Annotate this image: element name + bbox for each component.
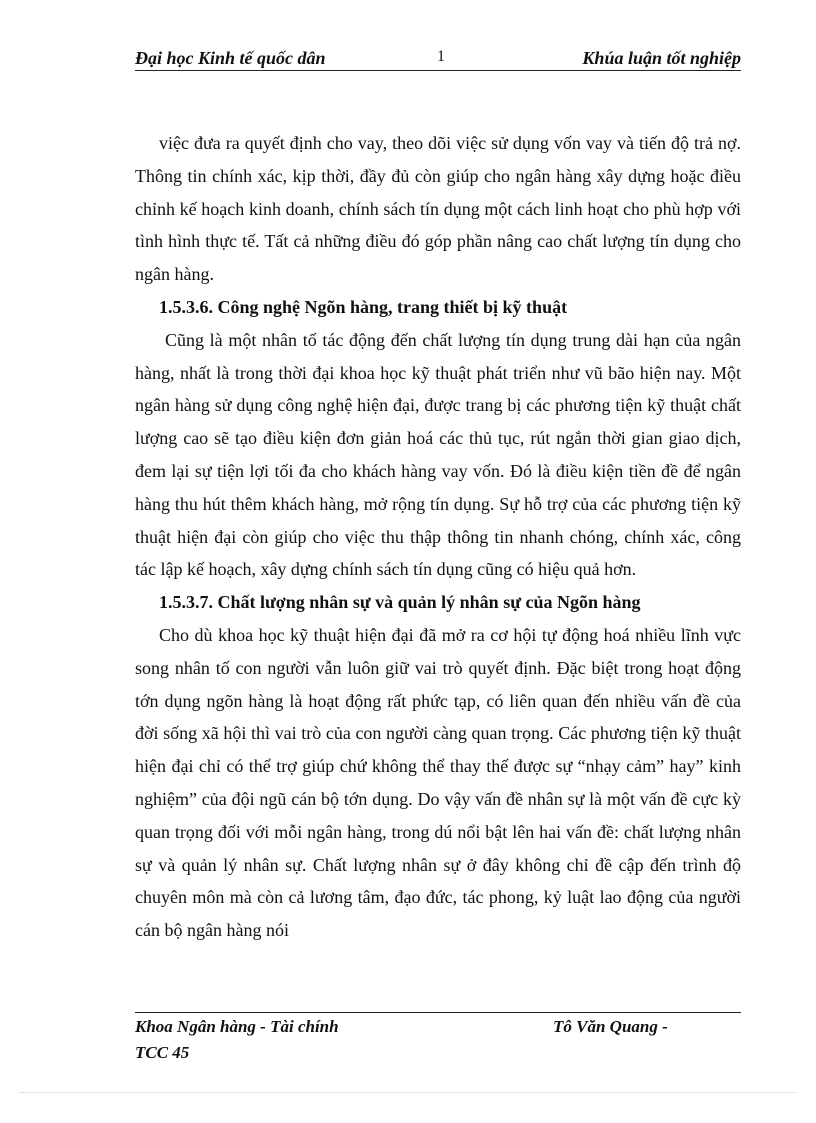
section-heading-personnel: 1.5.3.7. Chất lượng nhân sự và quản lý nhân sự của Ngõn hàng (159, 592, 641, 613)
footer-author: Tô Văn Quang - (553, 1017, 668, 1036)
paragraph-technology: Cũng là một nhân tố tác động đến chất lượng tín dụng trung dài hạn của ngân hàng, nhất là trong thời đại khoa học kỹ thuật phát triển như vũ bão hiện nay. Một ngân hàng sử dụng công nghệ hiện đại, được trang bị các phương tiện kỹ thuật chất lượng cao sẽ tạo điều kiện đơn giản hoá các thủ tục, rút ngắn thời gian giao dịch, đem lại sự tiện lợi tối đa cho khách hàng vay vốn. Đó là điều kiện tiền đề để ngân hàng thu hút thêm khách hàng, mở rộng tín dụng. Sự hỗ trợ của các phương tiện kỹ thuật hiện đại còn giúp cho việc thu thập thông tin nhanh chóng, chính xác, công tác lập kế hoạch, xây dựng chính sách tín dụng cũng có hiệu quả hơn. (135, 329, 741, 580)
footer-class: TCC 45 (135, 1043, 190, 1062)
paragraph-information: việc đưa ra quyết định cho vay, theo dõi việc sử dụng vốn vay và tiến độ trả nợ. Thông tin chính xác, kịp thời, đầy đủ còn giúp cho ngân hàng xây dựng hoặc điều chỉnh kế hoạch kinh doanh, chính sách tín dụng một cách linh hoạt cho phù hợp với tình hình thực tế. Tất cả những điều đó góp phần nâng cao chất lượng tín dụng cho ngân hàng. (135, 133, 741, 285)
footer-divider (135, 1012, 741, 1013)
document-body (135, 127, 741, 947)
paragraph-personnel: Cho dù khoa học kỹ thuật hiện đại đã mở ra cơ hội tự động hoá nhiều lĩnh vực song nhân tố con người vẫn luôn giữ vai trò quyết định. Đặc biệt trong hoạt động tớn dụng ngõn hàng là hoạt động rất phức tạp, có liên quan đến nhiều vấn đề của đời sống xã hội thì vai trò của con người càng quan trọng. Các phương tiện kỹ thuật hiện đại chỉ có thể trợ giúp chứ không thể thay thế được sự “nhạy cảm” hay” kinh nghiệm” của đội ngũ cán bộ tớn dụng. Do vậy vấn đề nhân sự là một vấn đề cực kỳ quan trọng đối với mỗi ngân hàng, trong dú nổi bật lên hai vấn đề: chất lượng nhân sự và quản lý nhân sự. Chất lượng nhân sự ở đây không chỉ đề cập đến trình độ chuyên môn mà còn cả lương tâm, đạo đức, tác phong, kỷ luật lao động của người cán bộ ngân hàng nói (135, 624, 741, 941)
page-edge-divider (20, 1092, 796, 1093)
header-university: Đại học Kinh tế quốc dân (135, 48, 326, 68)
header-page-number: 1 (437, 48, 445, 65)
header-thesis-title: Khúa luận tốt nghiệp (582, 48, 741, 68)
page-header (135, 48, 741, 71)
footer-faculty: Khoa Ngân hàng - Tài chính (135, 1017, 339, 1036)
section-heading-technology: 1.5.3.6. Công nghệ Ngõn hàng, trang thiết bị kỹ thuật (159, 296, 568, 317)
